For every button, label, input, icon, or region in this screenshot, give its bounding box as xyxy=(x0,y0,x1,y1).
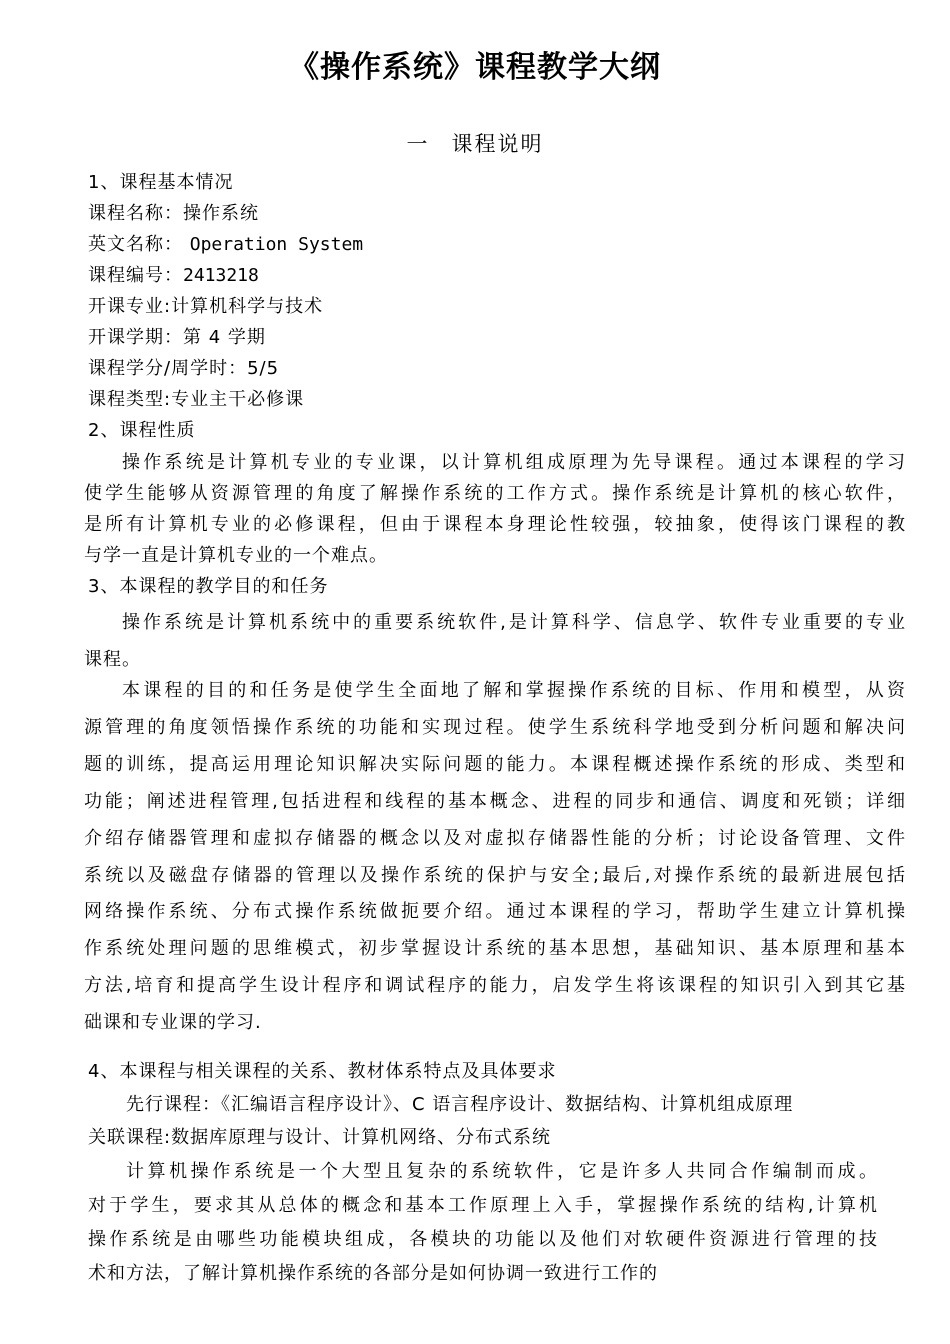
related-courses: 关联课程:数据库原理与设计、计算机网络、分布式系统 xyxy=(88,1127,552,1148)
paragraph-line: 本课程的目的和任务是使学生全面地了解和掌握操作系统的目标、作用和模型，从资 xyxy=(122,680,906,701)
course-code-label: 课程编号： xyxy=(88,265,183,286)
credit-value: 5/5 xyxy=(247,358,280,379)
course-type-value: 专业主干必修课 xyxy=(171,389,305,410)
paragraph-line: 介绍存储器管理和虚拟存储器的概念以及对虚拟存储器性能的分析；讨论设备管理、文件 xyxy=(84,827,906,849)
paragraph-line: 课程。 xyxy=(84,649,141,670)
major-label: 开课专业: xyxy=(88,296,172,317)
paragraph-line: 使学生能够从资源管理的角度了解操作系统的工作方式。操作系统是计算机的核心软件， xyxy=(84,483,906,504)
course-code-value: 2413218 xyxy=(183,265,259,286)
english-name-label: 英文名称： xyxy=(88,234,183,255)
paragraph-line: 计算机操作系统是一个大型且复杂的系统软件，它是许多人共同合作编制而成。 xyxy=(126,1161,878,1182)
paragraph-line: 操作系统是计算机专业的专业课，以计算机组成原理为先导课程。通过本课程的学习 xyxy=(122,452,906,473)
paragraph-line: 功能；阐述进程管理,包括进程和线程的基本概念、进程的同步和通信、调度和死锁；详细 xyxy=(84,790,906,812)
major-value: 计算机科学与技术 xyxy=(171,296,324,317)
goals-heading: 3、本课程的教学目的和任务 xyxy=(88,576,329,597)
relations-heading: 4、本课程与相关课程的关系、教材体系特点及具体要求 xyxy=(88,1061,557,1082)
document-title: 《操作系统》课程教学大纲 xyxy=(289,50,661,85)
paragraph-line: 方法,培育和提高学生设计程序和调试程序的能力，启发学生将该课程的知识引入到其它基 xyxy=(84,975,906,997)
paragraph-line: 源管理的角度领悟操作系统的功能和实现过程。使学生系统科学地受到分析问题和解决问 xyxy=(84,716,906,738)
paragraph-line: 作系统处理问题的思维模式，初步掌握设计系统的基本思想，基础知识、基本原理和基本 xyxy=(84,938,906,960)
prerequisite-courses: 先行课程：《汇编语言程序设计》、C 语言程序设计、数据结构、计算机组成原理 xyxy=(126,1094,794,1115)
english-name-row xyxy=(88,230,363,256)
paragraph-line: 网络操作系统、分布式操作系统做扼要介绍。通过本课程的学习，帮助学生建立计算机操 xyxy=(84,901,906,923)
nature-heading: 2、课程性质 xyxy=(88,420,196,441)
term-row xyxy=(88,323,266,349)
credit-label: 课程学分/周学时： xyxy=(88,358,248,379)
term-value: 第 4 学期 xyxy=(183,327,266,348)
paragraph-line: 是所有计算机专业的必修课程，但由于课程本身理论性较强，较抽象，使得该门课程的教 xyxy=(84,514,906,535)
paragraph-line: 与学一直是计算机专业的一个难点。 xyxy=(84,545,388,566)
paragraph-line: 对于学生，要求其从总体的概念和基本工作原理上入手，掌握操作系统的结构,计算机 xyxy=(88,1195,878,1216)
course-type-row xyxy=(88,385,304,411)
course-type-label: 课程类型: xyxy=(88,389,172,410)
major-row xyxy=(88,292,323,318)
paragraph-line: 系统以及磁盘存储器的管理以及操作系统的保护与安全;最后,对操作系统的最新进展包括 xyxy=(84,864,906,886)
paragraph-line: 操作系统是计算机系统中的重要系统软件,是计算科学、信息学、软件专业重要的专业 xyxy=(122,612,906,633)
section-number: 一 xyxy=(406,132,430,156)
relations-paragraph xyxy=(88,1155,878,1291)
goals-paragraph-2 xyxy=(84,673,906,1042)
nature-paragraph xyxy=(84,447,906,571)
credit-row xyxy=(88,354,279,380)
section-label: 课程说明 xyxy=(451,132,544,156)
course-name-row xyxy=(88,199,259,225)
paragraph-line: 题的训练，提高运用理论知识解决实际问题的能力。本课程概述操作系统的形成、类型和 xyxy=(84,753,906,775)
goals-paragraph-1 xyxy=(84,604,906,678)
basic-info-heading: 1、课程基本情况 xyxy=(88,172,234,193)
paragraph-line: 术和方法，了解计算机操作系统的各部分是如何协调一致进行工作的 xyxy=(88,1263,658,1284)
paragraph-line: 操作系统是由哪些功能模块组成，各模块的功能以及他们对软硬件资源进行管理的技 xyxy=(88,1229,878,1250)
course-code-row xyxy=(88,261,259,287)
term-label: 开课学期： xyxy=(88,327,183,348)
section-heading xyxy=(0,128,950,158)
course-name-value: 操作系统 xyxy=(183,203,259,224)
course-name-label: 课程名称： xyxy=(88,203,183,224)
english-name-value: Operation System xyxy=(189,234,364,255)
paragraph-line: 础课和专业课的学习. xyxy=(84,1012,262,1034)
